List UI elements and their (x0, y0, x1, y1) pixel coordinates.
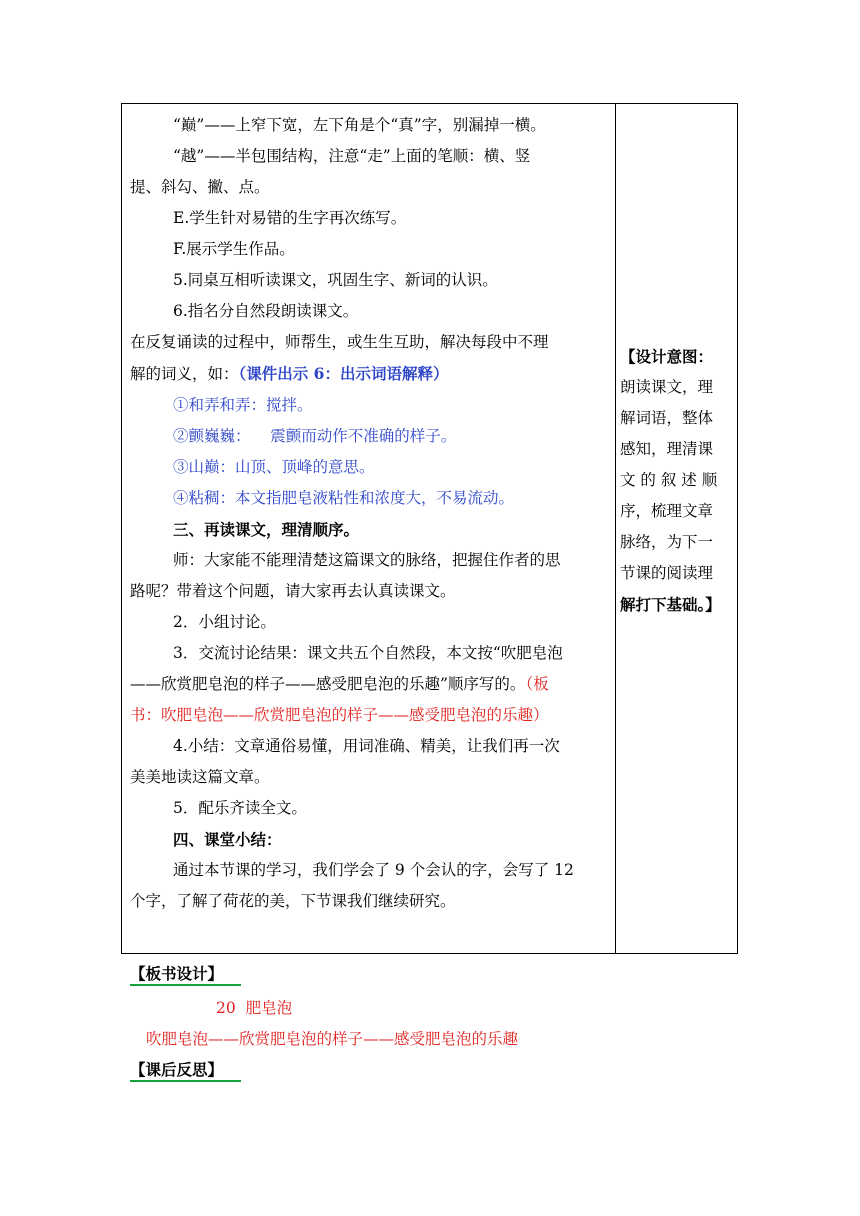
text-line: 3．交流讨论结果：课文共五个自然段，本文按“吹肥皂泡 (173, 644, 563, 662)
text-line: “越”——半包围结构，注意“走”上面的笔顺：横、竖 (173, 147, 531, 165)
word-definition: ②颤巍巍： 震颤而动作不准确的样子。 (173, 427, 457, 445)
design-intent-line: 脉络，为下一 (620, 533, 714, 551)
text-line: F.展示学生作品。 (173, 240, 295, 258)
text-line: 5．配乐齐读全文。 (173, 799, 307, 817)
column-divider (615, 104, 616, 953)
text-line (130, 358, 610, 390)
text-plain: 解的词义，如： (130, 365, 239, 383)
design-intent-line: 感知，理清课 (620, 440, 714, 458)
board-design-title: 20 肥皂泡 (216, 999, 293, 1017)
text-line: E.学生针对易错的生字再次练写。 (173, 209, 407, 227)
board-design-line: 吹肥皂泡——欣赏肥皂泡的样子——感受肥皂泡的乐趣 (146, 1030, 519, 1048)
text-line: 通过本节课的学习，我们学会了 9 个会认的字，会写了 12 (173, 861, 574, 879)
text-plain: ——欣赏肥皂泡的样子——感受肥皂泡的乐趣”顺序写的。 (130, 675, 526, 693)
word-definition: ③山巅：山顶、顶峰的意思。 (173, 458, 375, 476)
text-line: 师：大家能不能理清楚这篇课文的脉络，把握住作者的思 (173, 551, 561, 569)
design-intent-heading: 【设计意图： (620, 347, 714, 366)
board-note: 书：吹肥皂泡——欣赏肥皂泡的样子——感受肥皂泡的乐趣） (130, 706, 549, 724)
design-intent-line: 节课的阅读理 (620, 564, 714, 582)
text-line (130, 669, 610, 700)
design-intent-line: 文 的 叙 述 顺 (620, 471, 718, 489)
text-line: “巅”——上窄下宽，左下角是个“真”字，别漏掉一横。 (173, 116, 546, 134)
text-line: 个字，了解了荷花的美，下节课我们继续研究。 (130, 892, 456, 910)
board-note: （板 (525, 675, 549, 693)
courseware-note: （课件出示 6：出示词语解释） (238, 364, 449, 383)
text-line: 2．小组讨论。 (173, 613, 276, 631)
section-heading: 三、再读课文，理清顺序。 (173, 520, 360, 539)
design-intent-line: 序，梳理文章 (620, 502, 714, 520)
text-line: 路呢？带着这个问题，请大家再去认真读课文。 (130, 582, 456, 600)
lesson-table (121, 103, 738, 954)
section-heading: 四、课堂小结： (173, 830, 282, 849)
text-line: 美美地读这篇文章。 (130, 768, 270, 786)
design-intent-column (620, 341, 737, 620)
text-line: 5.同桌互相听读课文，巩固生字、新词的认识。 (173, 271, 498, 289)
board-design-heading: 【板书设计】 (130, 964, 241, 986)
text-line: 在反复诵读的过程中，师帮生，或生生互助，解决每段中不理 (130, 333, 549, 351)
text-line: 提、斜勾、撇、点。 (130, 178, 270, 196)
design-intent-line: 朗读课文，理 (620, 378, 714, 396)
word-definition: ④粘稠：本文指肥皂液粘性和浓度大，不易流动。 (173, 489, 515, 507)
teaching-process-column (130, 110, 610, 917)
word-definition: ①和弄和弄：搅拌。 (173, 396, 313, 414)
reflection-heading: 【课后反思】 (130, 1060, 241, 1082)
text-line: 6.指名分自然段朗读课文。 (173, 302, 359, 320)
design-intent-line: 解词语，整体 (620, 409, 714, 427)
design-intent-line: 解打下基础。】 (620, 595, 721, 614)
text-line: 4.小结：文章通俗易懂，用词准确、精美，让我们再一次 (173, 737, 560, 755)
